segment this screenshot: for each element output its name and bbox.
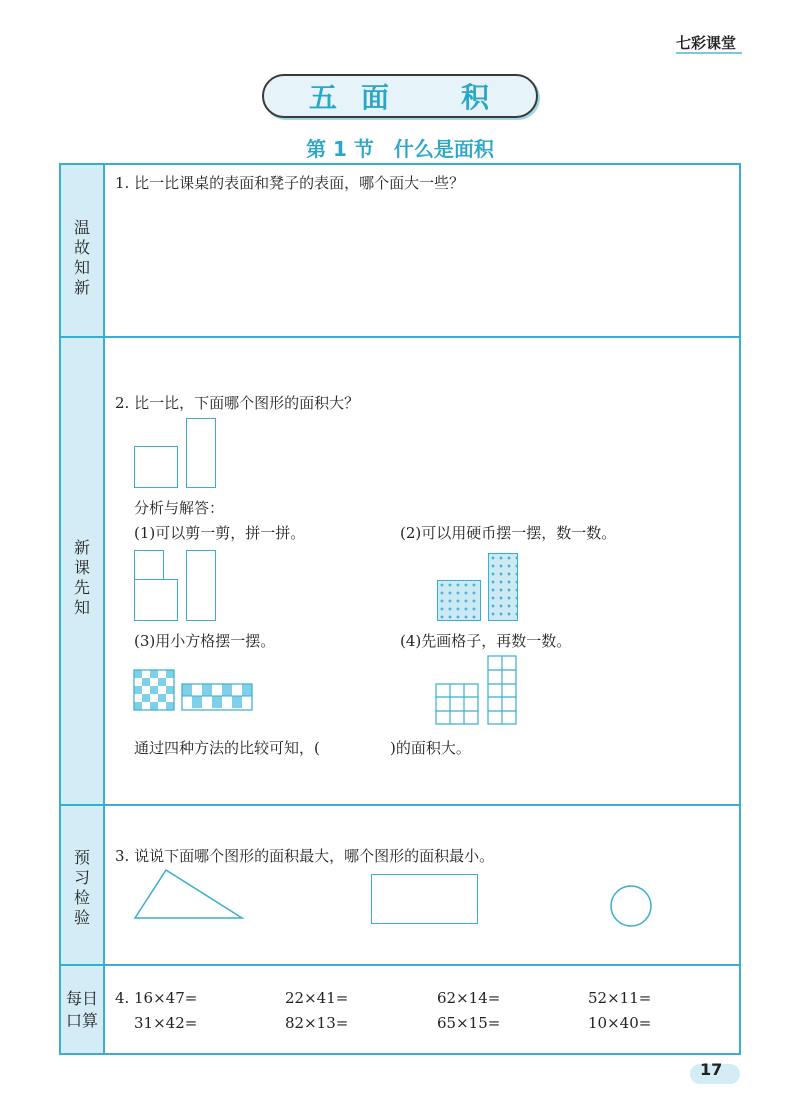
calc-item: 65×15= xyxy=(437,1014,501,1032)
cut-piece-top xyxy=(134,550,164,580)
section-label-preview: 预 习 检 验 xyxy=(73,848,90,927)
chapter-banner xyxy=(262,74,538,118)
chapter-title-char: 积 xyxy=(461,81,492,114)
calc-item: 31×42= xyxy=(134,1014,198,1032)
rectangle-figure-large xyxy=(371,874,478,924)
analysis-label: 分析与解答： xyxy=(134,499,225,517)
row-divider xyxy=(61,336,739,338)
conclusion-suffix: )的面积大。 xyxy=(390,739,471,757)
brand-logo: 七彩课堂 xyxy=(676,34,737,52)
question-4-number: 4. xyxy=(115,989,130,1007)
calc-item: 52×11= xyxy=(588,989,652,1007)
method-2-text: (2)可以用硬币摆一摆，数一数。 xyxy=(400,524,617,542)
section-label-review: 温 故 知 新 xyxy=(73,218,90,297)
square-figure-cut xyxy=(134,579,178,621)
method-3-text: (3)用小方格摆一摆。 xyxy=(134,632,276,650)
question-3-text: 3. 说说下面哪个图形的面积最大，哪个图形的面积最小。 xyxy=(115,847,495,865)
rectangle-figure xyxy=(186,418,216,488)
square-figure xyxy=(134,446,178,488)
calc-item: 16×47= xyxy=(134,989,198,1007)
triangle-figure xyxy=(130,866,250,922)
page-number: 17 xyxy=(700,1060,723,1079)
calc-item: 62×14= xyxy=(437,989,501,1007)
circle-figure xyxy=(608,884,654,930)
chapter-title-char: 面 xyxy=(360,81,391,114)
row-divider xyxy=(61,964,739,966)
calc-item: 22×41= xyxy=(285,989,349,1007)
chapter-title xyxy=(309,76,491,116)
brand-underline xyxy=(676,52,742,54)
square-coins-figure xyxy=(437,580,481,621)
calc-item: 82×13= xyxy=(285,1014,349,1032)
conclusion-prefix: 通过四种方法的比较可知，( xyxy=(134,739,320,757)
drawn-grid-figures xyxy=(436,656,520,726)
section-label-daily: 每日 口算 xyxy=(65,989,98,1030)
rectangle-coins-figure xyxy=(488,553,518,621)
tile-grid-figures xyxy=(134,670,254,712)
method-4-text: (4)先画格子，再数一数。 xyxy=(400,632,572,650)
section-title: 第 1 节 什么是面积 xyxy=(306,137,494,161)
section-label-new-lesson: 新 课 先 知 xyxy=(73,538,90,617)
method-1-text: (1)可以剪一剪，拼一拼。 xyxy=(134,524,306,542)
question-2-text: 2. 比一比，下面哪个图形的面积大？ xyxy=(115,394,360,412)
calc-item: 10×40= xyxy=(588,1014,652,1032)
chapter-title-char: 五 xyxy=(308,81,339,114)
rectangle-figure-compare xyxy=(186,550,216,621)
answer-blank[interactable] xyxy=(340,752,384,753)
question-1-text: 1. 比一比课桌的表面和凳子的表面，哪个面大一些？ xyxy=(115,174,465,192)
row-divider xyxy=(61,804,739,806)
